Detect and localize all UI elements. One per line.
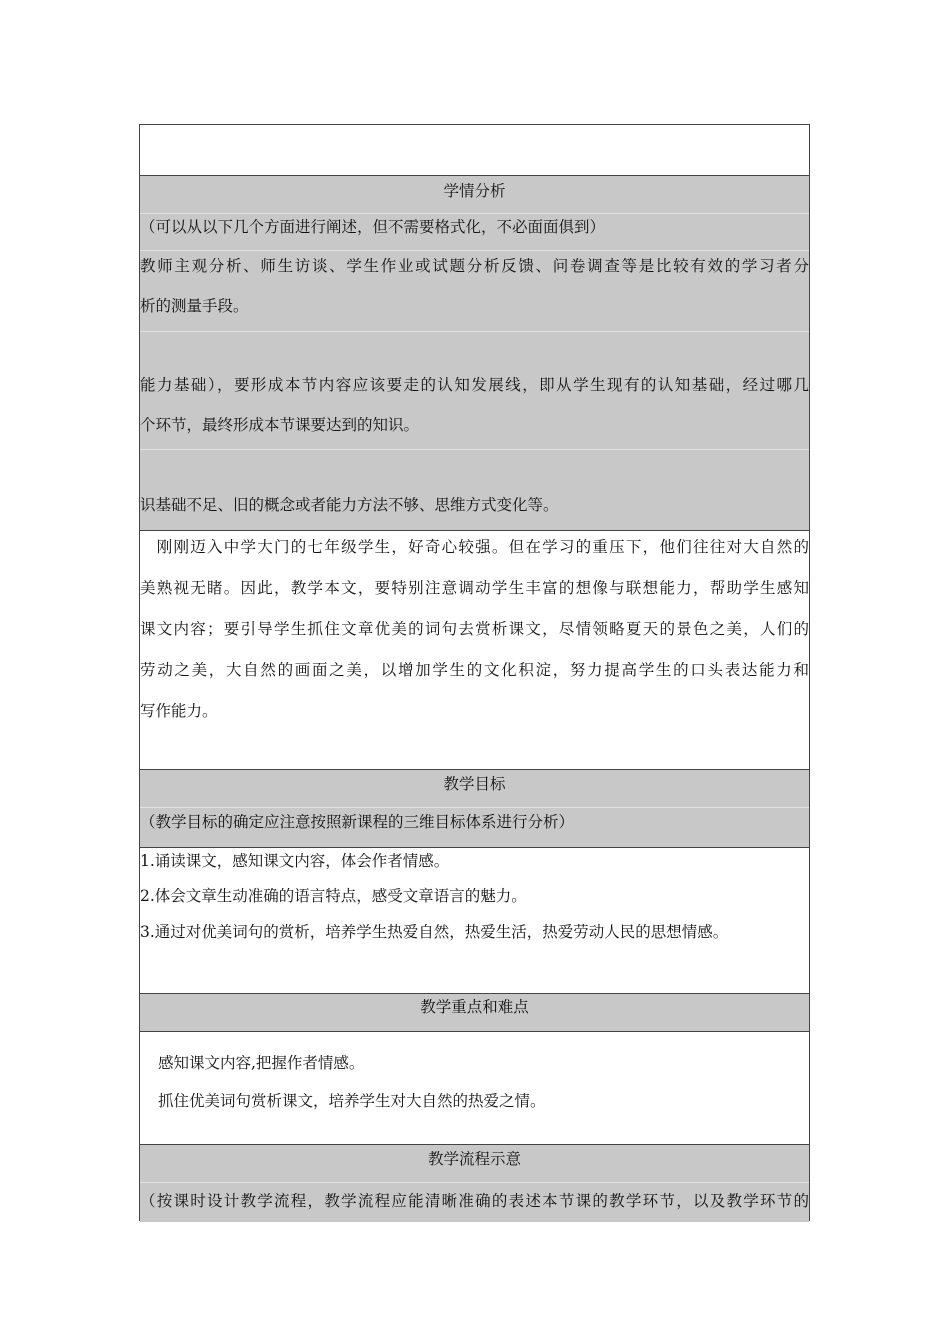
content-line: 美熟视无睹。因此，教学本文，要特别注意调动学生丰富的想像与联想能力，帮助学生感知 <box>140 579 809 597</box>
goal-item: 1.诵读课文，感知课文内容，体会作者情感。 <box>140 852 450 870</box>
bullet-text-line: 能力基础），要形成本节内容应该要走的认知发展线，即从学生现有的认知基础，经过哪几 <box>140 376 809 394</box>
content-line: 课文内容；要引导学生抓住文章优美的词句去赏析课文，尽情领略夏天的景色之美，人们的 <box>140 620 809 638</box>
learner-analysis-intro-line: 析的测量手段。 <box>140 297 249 315</box>
goal-item: 2.体会文章生动准确的语言特点，感受文章语言的魅力。 <box>140 887 527 905</box>
learner-analysis-section <box>140 175 809 530</box>
goal-item: 3.通过对优美词句的赏析，培养学生热爱自然，热爱生活，热爱劳动人民的思想情感。 <box>140 923 729 941</box>
learner-analysis-hint: （可以从以下几个方面进行阐述，但不需要格式化，不必面面俱到） <box>140 218 606 236</box>
teaching-goals-heading: 教学目标 <box>443 775 506 793</box>
divider <box>140 213 809 214</box>
key-points-header <box>140 993 809 1031</box>
bullet-text-line: 识基础不足、旧的概念或者能力方法不够、思维方式变化等。 <box>140 496 559 514</box>
learner-analysis-intro-line: 教师主观分析、师生访谈、学生作业或试题分析反馈、问卷调查等是比较有效的学习者分 <box>140 257 809 275</box>
teaching-flow-heading: 教学流程示意 <box>427 1150 521 1168</box>
bullet-text-line: 个环节，最终形成本节课要达到的知识。 <box>140 416 420 434</box>
key-point-item: 感知课文内容,把握作者情感。 <box>158 1054 365 1072</box>
divider <box>140 250 809 251</box>
content-line: 写作能力。 <box>140 702 218 720</box>
content-line: 刚刚迈入中学大门的七年级学生，好奇心较强。但在学习的重压下，他们往往对大自然的 <box>140 538 809 556</box>
empty-top-row <box>140 125 809 175</box>
key-point-item: 抓住优美词句赏析课文，培养学生对大自然的热爱之情。 <box>158 1092 546 1110</box>
teaching-goals-hint: （教学目标的确定应注意按照新课程的三维目标体系进行分析） <box>140 813 575 831</box>
divider <box>140 807 809 808</box>
divider <box>140 1182 809 1183</box>
learner-analysis-heading: 学情分析 <box>443 182 506 200</box>
divider <box>140 449 809 450</box>
key-points-heading: 教学重点和难点 <box>420 998 529 1016</box>
teaching-flow-hint: （按课时设计教学流程，教学流程应能清晰准确的表述本节课的教学环节，以及教学环节的 <box>140 1192 809 1210</box>
lesson-plan-table <box>139 124 810 1221</box>
teaching-goals-header <box>140 769 809 847</box>
divider <box>140 331 809 332</box>
teaching-goals-content <box>140 847 809 993</box>
content-line: 劳动之美，大自然的画面之美，以增加学生的文化积淀，努力提高学生的口头表达能力和 <box>140 661 809 679</box>
learner-analysis-content <box>140 530 809 769</box>
teaching-flow-section <box>140 1144 809 1222</box>
key-points-content <box>140 1031 809 1144</box>
